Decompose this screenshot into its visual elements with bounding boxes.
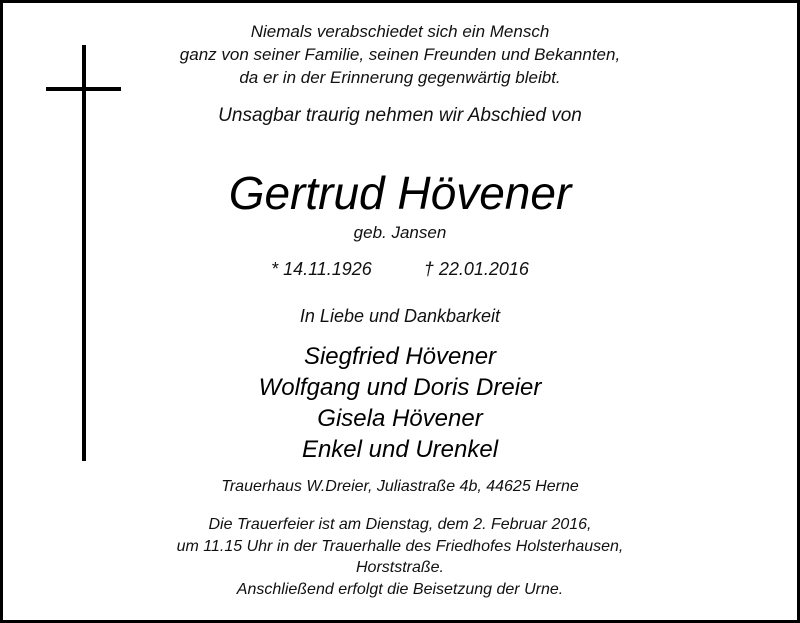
life-dates (3, 259, 797, 280)
death-date: † 22.01.2016 (423, 259, 529, 279)
service-line-4: Anschließend erfolgt die Beisetzung der Urne. (236, 581, 564, 598)
mourning-house-address: Trauerhaus W.Dreier, Juliastraße 4b, 44625 Herne (221, 478, 579, 495)
birth-date: * 14.11.1926 (271, 259, 372, 279)
service-line-2: um 11.15 Uhr in der Trauerhalle des Friedhofes Holsterhausen, (176, 538, 624, 555)
deceased-name: Gertrud Hövener (228, 167, 572, 219)
family-member-2: Wolfgang und Doris Dreier (258, 374, 542, 401)
service-line-1: Die Trauerfeier ist am Dienstag, dem 2. Februar 2016, (208, 516, 592, 533)
intro-text: Unsagbar traurig nehmen wir Abschied von (218, 105, 582, 126)
verse-line-2: ganz von seiner Familie, seinen Freunden und Bekannten, (179, 45, 621, 64)
verse-line-3: da er in der Erinnerung gegenwärtig bleibt. (239, 68, 561, 87)
family-member-3: Gisela Hövener (317, 405, 483, 432)
service-line-3: Horststraße. (355, 559, 444, 576)
family-member-4: Enkel und Urenkel (301, 436, 499, 463)
thanks-text: In Liebe und Dankbarkeit (299, 306, 501, 326)
family-member-1: Siegfried Hövener (303, 343, 497, 370)
maiden-name: geb. Jansen (353, 223, 447, 242)
verse-line-1: Niemals verabschiedet sich ein Mensch (250, 22, 550, 41)
